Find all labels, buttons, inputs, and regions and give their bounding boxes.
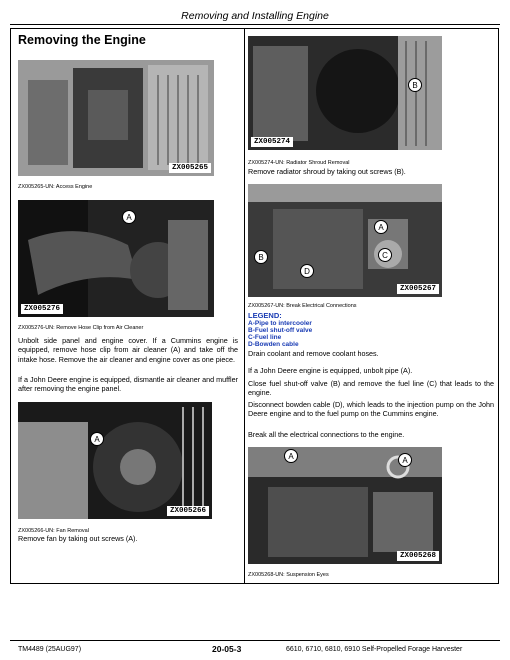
paragraph-7: Close fuel shut-off valve (B) and remove the fuel line (C) that leads to the engine.	[248, 379, 494, 398]
photo-radiator	[248, 36, 442, 150]
callout-b: B	[408, 78, 422, 92]
section-title: Removing the Engine	[18, 33, 146, 47]
photo-hose-clip	[18, 200, 214, 317]
figure-caption: ZX005265-UN: Access Engine	[18, 184, 93, 190]
legend-item: A-Pipe to intercooler	[248, 320, 312, 327]
header-rule	[10, 24, 500, 25]
figure-caption: ZX005266-UN: Fan Removal	[18, 528, 89, 534]
figure-code: ZX005268	[397, 551, 439, 561]
photo-fan	[18, 402, 212, 519]
figure-caption: ZX005274-UN: Radiator Shroud Removal	[248, 160, 350, 166]
photo-electrical	[248, 184, 442, 297]
paragraph-6: If a John Deere engine is equipped, unbolt pipe (A).	[248, 366, 413, 375]
photo-suspension-drawing	[248, 447, 442, 564]
photo-electrical-drawing	[248, 184, 442, 297]
callout-b: B	[254, 250, 268, 264]
figure-code: ZX005267	[397, 284, 439, 294]
footer-doc-id: TM4489 (25AUG97)	[18, 646, 82, 653]
callout-a: A	[90, 432, 104, 446]
callout-c: C	[378, 248, 392, 262]
photo-hose-clip-drawing	[18, 200, 214, 317]
figure-code: ZX005274	[251, 137, 293, 147]
figure-code: ZX005266	[167, 506, 209, 516]
figure-caption: ZX005268-UN: Suspension Eyes	[248, 572, 329, 578]
column-divider	[244, 28, 245, 584]
paragraph-4: Remove radiator shroud by taking out screws (B).	[248, 167, 406, 176]
figure-caption: ZX005267-UN: Break Electrical Connections	[248, 303, 357, 309]
callout-a: A	[122, 210, 136, 224]
paragraph-5: Drain coolant and remove coolant hoses.	[248, 349, 379, 358]
figure-code: ZX005276	[21, 304, 63, 314]
figure-caption: ZX005276-UN: Remove Hose Clip from Air Cleaner	[18, 325, 144, 331]
footer-rule	[10, 640, 500, 641]
callout-a: A	[374, 220, 388, 234]
legend-title: LEGEND:	[248, 311, 282, 320]
footer-model: 6610, 6710, 6810, 6910 Self-Propelled Forage Harvester	[286, 646, 463, 653]
paragraph-9: Break all the electrical connections to the engine.	[248, 430, 405, 439]
paragraph-8: Disconnect bowden cable (D), which leads to the injection pump on the John Deere engine and to the fuel pump on the Cummins engine.	[248, 400, 494, 419]
photo-radiator-drawing	[248, 36, 442, 150]
legend-item: C-Fuel line	[248, 334, 282, 341]
paragraph-3: Remove fan by taking out screws (A).	[18, 534, 138, 543]
legend-item: B-Fuel shut-off valve	[248, 327, 313, 334]
paragraph-2: If a John Deere engine is equipped, dismantle air cleaner and muffler after removing the engine panel.	[18, 375, 238, 394]
paragraph-1: Unbolt side panel and engine cover. If a Cummins engine is equipped, remove hose clip from air cleaner (A) and take off the intake hose. Remove the air cleaner and engine cover as one piece.	[18, 336, 238, 364]
figure-code: ZX005265	[169, 163, 211, 173]
photo-access-engine	[18, 60, 214, 176]
page-header-title: Removing and Installing Engine	[181, 10, 329, 22]
footer-page-number: 20-05-3	[212, 644, 242, 654]
photo-access-engine-drawing	[18, 60, 214, 176]
callout-a: A	[398, 453, 412, 467]
callout-a: A	[284, 449, 298, 463]
photo-suspension	[248, 447, 442, 564]
photo-fan-drawing	[18, 402, 212, 519]
callout-d: D	[300, 264, 314, 278]
legend-item: D-Bowden cable	[248, 341, 299, 348]
